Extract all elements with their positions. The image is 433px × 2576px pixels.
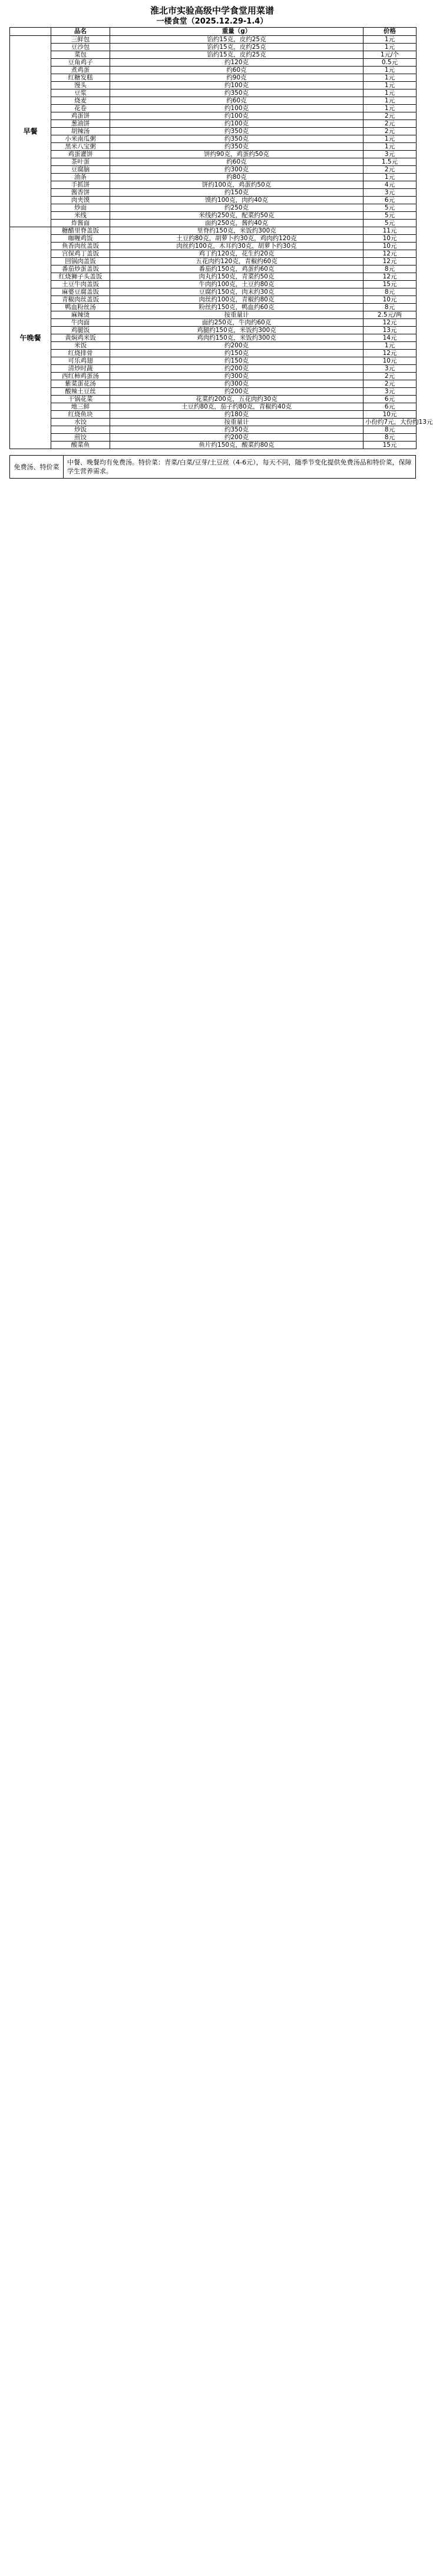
cell-name: 肉夹馍 [51, 197, 110, 204]
table-row [10, 181, 417, 189]
cell-qty: 土豆约80克，茄子约80克，青椒约40克 [110, 403, 363, 411]
cell-price: 13元 [363, 327, 417, 334]
table-row [10, 197, 417, 204]
cell-price: 2元 [363, 166, 417, 174]
table-row [10, 365, 417, 373]
cell-price: 2元 [363, 380, 417, 388]
cell-price: 2元 [363, 373, 417, 380]
cell-name: 小米南瓜粥 [51, 135, 110, 143]
cell-price: 6元 [363, 396, 417, 403]
table-row [10, 265, 417, 273]
cell-price: 1元 [363, 135, 417, 143]
cell-qty: 约350克 [110, 426, 363, 434]
cell-price: 15元 [363, 281, 417, 288]
cell-price: 14元 [363, 334, 417, 342]
cell-qty: 豆腐约150克，肉末约30克 [110, 288, 363, 296]
cell-price: 10元 [363, 243, 417, 250]
table-row [10, 441, 417, 449]
cell-qty: 土豆约80克，胡萝卜约30克，鸡肉约120克 [110, 235, 363, 243]
cell-qty: 约100克 [110, 112, 363, 120]
cell-name: 花卷 [51, 105, 110, 112]
cell-qty: 馅约15克，皮约25克 [110, 51, 363, 59]
cell-price: 1元 [363, 174, 417, 181]
cell-price: 5元 [363, 204, 417, 212]
cell-qty: 约300克 [110, 166, 363, 174]
table-row [10, 212, 417, 220]
table-row [10, 74, 417, 82]
cell-price: 2元 [363, 112, 417, 120]
cell-name: 油条 [51, 174, 110, 181]
cell-qty: 约200克 [110, 342, 363, 350]
cell-name: 麻辣烫 [51, 311, 110, 319]
header-price: 价格 [363, 28, 417, 36]
cell-name: 红烧排骨 [51, 350, 110, 357]
cell-name: 可乐鸡翅 [51, 357, 110, 365]
table-row [10, 151, 417, 158]
cell-price: 1元/个 [363, 51, 417, 59]
cell-name: 麻婆豆腐盖饭 [51, 288, 110, 296]
cell-price: 3元 [363, 151, 417, 158]
cell-price: 1元 [363, 143, 417, 151]
table-row [10, 97, 417, 105]
cell-name: 米线 [51, 212, 110, 220]
cell-name: 烧麦 [51, 97, 110, 105]
table-row [10, 334, 417, 342]
cell-qty: 约200克 [110, 365, 363, 373]
cell-name: 青椒肉丝盖饭 [51, 296, 110, 304]
table-row [10, 411, 417, 419]
cell-price: 3元 [363, 388, 417, 396]
cell-price: 2元 [363, 120, 417, 128]
cell-name: 炒面 [51, 204, 110, 212]
cell-name: 豆角鸡子 [51, 59, 110, 67]
cell-name: 番茄炒蛋盖饭 [51, 265, 110, 273]
table-row [10, 350, 417, 357]
cell-qty: 鱼片约150克，酸菜约80克 [110, 441, 363, 449]
cell-price: 5元 [363, 212, 417, 220]
cell-name: 水饺 [51, 419, 110, 426]
cell-qty: 约150克 [110, 357, 363, 365]
cell-price: 10元 [363, 357, 417, 365]
cell-name: 酸辣土豆丝 [51, 388, 110, 396]
cell-name: 米饭 [51, 342, 110, 350]
cell-qty: 约150克 [110, 189, 363, 197]
cell-price: 11元 [363, 227, 417, 235]
table-row [10, 227, 417, 235]
cell-qty: 约100克 [110, 82, 363, 89]
note-label: 免费汤、特价菜 [10, 456, 64, 479]
table-row [10, 342, 417, 350]
table-row [10, 250, 417, 258]
cell-price: 8元 [363, 288, 417, 296]
cell-qty: 约300克 [110, 373, 363, 380]
cell-price: 1.5元 [363, 158, 417, 166]
cell-price: 3元 [363, 189, 417, 197]
cell-name: 回锅肉盖饭 [51, 258, 110, 265]
table-row [10, 44, 417, 51]
cell-name: 鱼香肉丝盖饭 [51, 243, 110, 250]
cell-price: 8元 [363, 426, 417, 434]
table-row [10, 288, 417, 296]
cell-name: 西红柿鸡蛋汤 [51, 373, 110, 380]
cell-name: 糖醋里脊盖饭 [51, 227, 110, 235]
cell-name: 鸭血粉丝汤 [51, 304, 110, 311]
cell-price: 1元 [363, 82, 417, 89]
cell-price: 10元 [363, 235, 417, 243]
menu-table [9, 27, 433, 449]
cell-price: 小份约7元，大份约13元 [363, 419, 417, 426]
cell-name: 鸡腿饭 [51, 327, 110, 334]
cell-qty: 约180克 [110, 411, 363, 419]
cell-price: 1元 [363, 74, 417, 82]
cell-qty: 肉丝约100克，木耳约30克，胡萝卜约30克 [110, 243, 363, 250]
cell-price: 8元 [363, 304, 417, 311]
cell-price: 6元 [363, 197, 417, 204]
meal-label: 午晚餐 [10, 227, 51, 449]
note-text: 中餐、晚餐均有免费汤。特价菜：青菜/白菜/豆芽/土豆丝（4-6元），每天不同，随季节变化提供免费汤品和特价菜，保障学生营养需求。 [64, 456, 416, 479]
table-row [10, 434, 417, 441]
table-row [10, 166, 417, 174]
cell-qty: 粉丝约150克，鸭血约60克 [110, 304, 363, 311]
cell-price: 0.5元 [363, 59, 417, 67]
table-row [10, 396, 417, 403]
cell-name: 豆沙包 [51, 44, 110, 51]
table-row [10, 59, 417, 67]
cell-qty: 约250克 [110, 204, 363, 212]
cell-qty: 馍约100克，肉约40克 [110, 197, 363, 204]
table-row [10, 36, 417, 44]
cell-price: 2元 [363, 128, 417, 135]
cell-price: 12元 [363, 250, 417, 258]
table-row [10, 388, 417, 396]
cell-name: 土豆牛肉盖饭 [51, 281, 110, 288]
cell-qty: 面约250克，酱约40克 [110, 220, 363, 227]
table-row [10, 304, 417, 311]
cell-price: 12元 [363, 273, 417, 281]
cell-price: 12元 [363, 258, 417, 265]
cell-name: 葱油饼 [51, 120, 110, 128]
table-row [10, 158, 417, 166]
table-row [10, 258, 417, 265]
page-subtitle: 一楼食堂（2025.12.29-1.4） [156, 17, 268, 26]
table-row [10, 311, 417, 319]
cell-name: 鸡蛋饼 [51, 112, 110, 120]
cell-name: 咖喱鸡饭 [51, 235, 110, 243]
cell-price: 1元 [363, 105, 417, 112]
cell-name: 黄焖鸡米饭 [51, 334, 110, 342]
table-row [10, 120, 417, 128]
cell-qty: 约80克 [110, 174, 363, 181]
cell-name: 酱香饼 [51, 189, 110, 197]
cell-qty: 约90克 [110, 74, 363, 82]
cell-qty: 约350克 [110, 143, 363, 151]
cell-name: 馒头 [51, 82, 110, 89]
cell-price: 4元 [363, 181, 417, 189]
cell-qty: 鸡腿约150克，米饭约300克 [110, 327, 363, 334]
table-row [10, 204, 417, 212]
menu-body [10, 35, 433, 449]
header-name: 品名 [51, 28, 110, 36]
table-row [10, 51, 417, 59]
cell-name: 牛肉面 [51, 319, 110, 327]
cell-name: 炒饭 [51, 426, 110, 434]
cell-price: 6元 [363, 403, 417, 411]
cell-name: 菜包 [51, 51, 110, 59]
meal-label: 早餐 [10, 36, 51, 227]
cell-name: 煎饺 [51, 434, 110, 441]
table-row [10, 357, 417, 365]
cell-name: 炸酱面 [51, 220, 110, 227]
cell-name: 豆浆 [51, 89, 110, 97]
cell-name: 三鲜包 [51, 36, 110, 44]
cell-name: 煮鸡蛋 [51, 67, 110, 74]
cell-price: 3元 [363, 365, 417, 373]
cell-name: 宫保鸡丁盖饭 [51, 250, 110, 258]
cell-qty: 约60克 [110, 158, 363, 166]
cell-qty: 牛肉约100克，土豆约80克 [110, 281, 363, 288]
cell-qty: 五花肉约120克，青椒约60克 [110, 258, 363, 265]
table-row [10, 220, 417, 227]
cell-qty: 约100克 [110, 105, 363, 112]
cell-price: 12元 [363, 350, 417, 357]
cell-qty: 米线约250克，配菜约50克 [110, 212, 363, 220]
cell-qty: 鸡丁约120克，花生约20克 [110, 250, 363, 258]
cell-name: 茶叶蛋 [51, 158, 110, 166]
cell-price: 1元 [363, 67, 417, 74]
header-qty: 重量（g） [110, 28, 363, 36]
cell-qty: 约200克 [110, 434, 363, 441]
table-row [10, 135, 417, 143]
cell-qty: 里脊约150克，米饭约300克 [110, 227, 363, 235]
cell-name: 黑米八宝粥 [51, 143, 110, 151]
cell-qty: 花菜约200克，五花肉约30克 [110, 396, 363, 403]
cell-qty: 约200克 [110, 388, 363, 396]
cell-name: 红烧狮子头盖饭 [51, 273, 110, 281]
table-row [10, 243, 417, 250]
menu-table-wrapper [9, 27, 433, 449]
cell-qty: 饼约90克，鸡蛋约50克 [110, 151, 363, 158]
cell-price: 8元 [363, 265, 417, 273]
cell-name: 胡辣汤 [51, 128, 110, 135]
table-row [10, 189, 417, 197]
table-row [10, 105, 417, 112]
cell-name: 清炒时蔬 [51, 365, 110, 373]
table-row [10, 281, 417, 288]
cell-price: 1元 [363, 97, 417, 105]
cell-price: 1元 [363, 36, 417, 44]
table-row [10, 128, 417, 135]
table-row [10, 112, 417, 120]
cell-price: 1元 [363, 89, 417, 97]
table-row [10, 426, 417, 434]
cell-price: 10元 [363, 411, 417, 419]
cell-qty: 肉丝约100克，青椒约80克 [110, 296, 363, 304]
table-row [10, 373, 417, 380]
table-row [10, 403, 417, 411]
table-row [10, 296, 417, 304]
cell-name: 鸡蛋灌饼 [51, 151, 110, 158]
table-row [10, 67, 417, 74]
cell-price: 8元 [363, 434, 417, 441]
table-row [10, 327, 417, 334]
cell-qty: 馅约15克，皮约25克 [110, 36, 363, 44]
cell-name: 干锅花菜 [51, 396, 110, 403]
cell-name: 地三鲜 [51, 403, 110, 411]
cell-qty: 约300克 [110, 380, 363, 388]
cell-price: 5元 [363, 220, 417, 227]
cell-qty: 饼约100克，鸡蛋约50克 [110, 181, 363, 189]
table-row [10, 319, 417, 327]
table-row [10, 273, 417, 281]
table-row [10, 174, 417, 181]
cell-qty: 约350克 [110, 89, 363, 97]
note-table [9, 455, 416, 479]
cell-qty: 面约250克，牛肉约60克 [110, 319, 363, 327]
cell-price: 10元 [363, 296, 417, 304]
cell-qty: 按重量计 [110, 419, 363, 426]
cell-qty: 约120克 [110, 59, 363, 67]
cell-qty: 肉丸约150克，青菜约50克 [110, 273, 363, 281]
cell-qty: 约60克 [110, 67, 363, 74]
cell-name: 红糖发糕 [51, 74, 110, 82]
table-row [10, 380, 417, 388]
cell-name: 手抓饼 [51, 181, 110, 189]
cell-qty: 约100克 [110, 120, 363, 128]
cell-name: 豆腐脑 [51, 166, 110, 174]
header-meal [10, 28, 51, 36]
cell-price: 1元 [363, 342, 417, 350]
cell-name: 紫菜蛋花汤 [51, 380, 110, 388]
cell-price: 15元 [363, 441, 417, 449]
cell-qty: 按重量计 [110, 311, 363, 319]
cell-price: 12元 [363, 319, 417, 327]
table-row [10, 419, 417, 426]
cell-qty: 约60克 [110, 97, 363, 105]
cell-qty: 约150克 [110, 350, 363, 357]
cell-qty: 约350克 [110, 128, 363, 135]
table-row [10, 89, 417, 97]
table-row [10, 235, 417, 243]
cell-qty: 番茄约150克，鸡蛋约60克 [110, 265, 363, 273]
cell-qty: 鸡肉约150克，米饭约300克 [110, 334, 363, 342]
cell-qty: 约350克 [110, 135, 363, 143]
cell-name: 酸菜鱼 [51, 441, 110, 449]
cell-name: 红烧鱼块 [51, 411, 110, 419]
page-title: 淮北市实验高级中学食堂用菜谱 [150, 5, 274, 16]
cell-qty: 馅约15克，皮约25克 [110, 44, 363, 51]
cell-price: 2.5元/两 [363, 311, 417, 319]
table-row [10, 82, 417, 89]
note-section [9, 455, 416, 479]
cell-price: 1元 [363, 44, 417, 51]
table-row [10, 143, 417, 151]
